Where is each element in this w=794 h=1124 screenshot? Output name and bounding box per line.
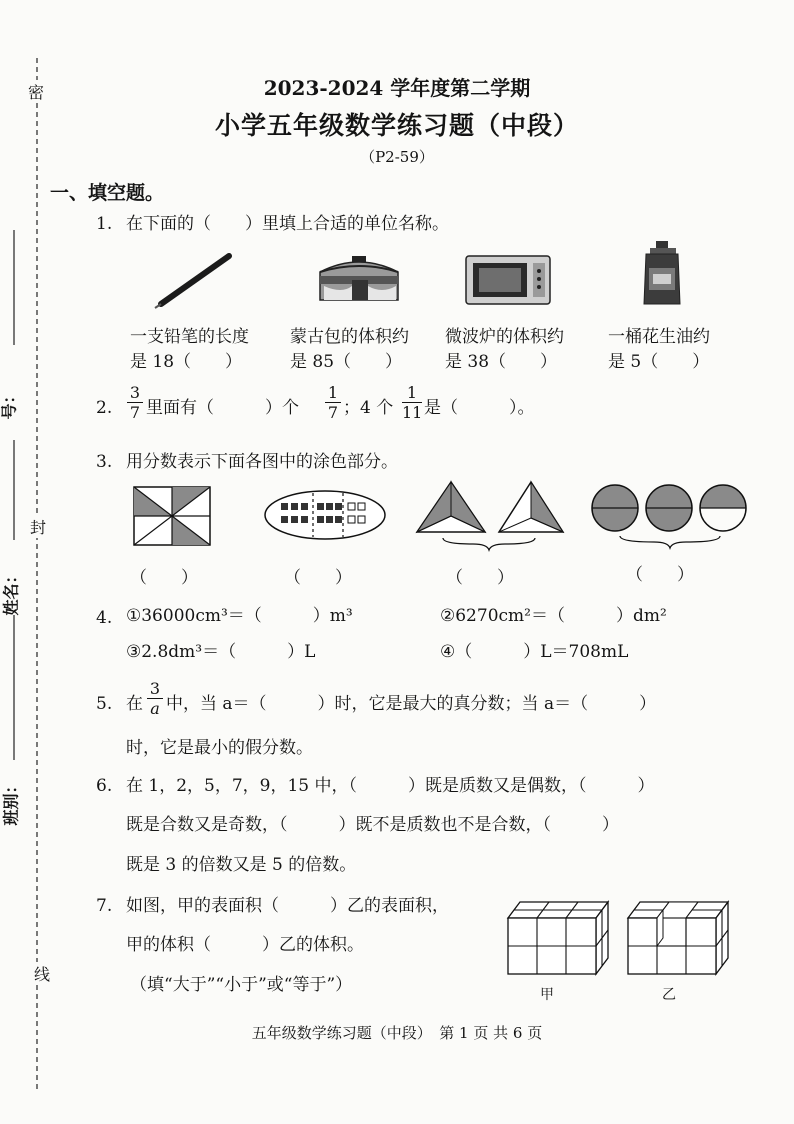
q2-text-part2: ；4 个 [343,398,394,418]
q7-label-a: 甲 [540,987,554,1003]
student-name-label: 姓名： [1,567,21,616]
q2-text-part1: 里面有（ ）个 [146,398,299,418]
binding-dashed-line [0,0,60,1124]
q5-text-line2: 时，它是最小的假分数。 [126,738,313,758]
q3-ellipse-figure [264,490,386,540]
q2-fraction-1-11: 1 11 [402,383,423,422]
q3-number: 3. [96,452,113,472]
q1-item2-line2: 是 85（ ） [290,352,403,372]
microwave-icon [465,255,551,305]
page-footer: 五年级数学练习题（中段） 第 1 页 共 6 页 [251,1024,543,1042]
q1-item4-line2: 是 5（ ） [608,352,710,372]
q5-fraction-3-a: 3 a [147,680,163,717]
seal-top-label: 密 [28,80,44,103]
q1-number: 1. [96,214,113,234]
q7-text-line1: 如图，甲的表面积（ ）乙的表面积， [126,896,449,916]
exam-code: （P2-59） [360,148,434,166]
q3-blank-1[interactable]: （ ） [130,568,198,588]
q1-item1-line1: 一支铅笔的长度 [130,327,249,347]
q1-item2-line1: 蒙古包的体积约 [290,327,409,347]
q3-text: 用分数表示下面各图中的涂色部分。 [126,452,398,472]
q7-text-line3: （填“大于”“小于”或“等于”） [130,975,353,995]
q3-blank-4[interactable]: （ ） [626,565,694,585]
student-number-label: 号： [0,387,19,420]
q4-item-b: ②6270cm²＝（ ）dm² [440,606,667,626]
q7-cube-stack-b [626,898,730,978]
q1-item4-line1: 一桶花生油约 [608,327,710,347]
q4-item-a: ①36000cm³＝（ ）m³ [126,606,353,626]
seal-bottom-label: 线 [34,962,50,985]
q2-fraction-3-7: 3 7 [127,384,143,421]
seal-mid-label: 封 [30,515,46,538]
q2-text-part3: 是（ ）。 [424,398,535,418]
q5-number: 5. [96,694,113,714]
class-label: 班别： [1,777,21,826]
q6-text-line3: 既是 3 的倍数又是 5 的倍数。 [126,855,357,875]
q3-blank-2[interactable]: （ ） [284,568,352,588]
q3-triangles-figure [413,480,565,552]
q4-item-c: ③2.8dm³＝（ ）L [126,642,316,662]
oil-bottle-icon [640,240,684,308]
q6-text-line1: 在 1，2，5，7，9，15 中，（ ）既是质数又是偶数，（ ） [126,776,655,796]
exam-main-title: 小学五年级数学练习题（中段） [214,111,579,140]
q3-blank-3[interactable]: （ ） [446,568,514,588]
pencil-icon [155,250,235,310]
q7-text-line2: 甲的体积（ ）乙的体积。 [126,935,364,955]
q1-text: 在下面的（ ）里填上合适的单位名称。 [126,214,449,234]
exam-term-title: 2023-2024 学年度第二学期 [263,76,531,100]
q3-circles-figure [588,484,752,554]
q5-prefix: 在 [126,694,143,714]
q2-fraction-1-7: 1 7 [325,384,341,421]
q6-number: 6. [96,776,113,796]
yurt-icon [312,250,407,308]
q5-text-line1: 中，当 a＝（ ）时，它是最大的真分数；当 a＝（ ） [166,694,657,714]
q3-square-figure [133,486,211,546]
q1-item3-line1: 微波炉的体积约 [445,327,564,347]
q4-number: 4. [96,608,113,628]
q7-number: 7. [96,896,113,916]
section-title: 一、填空题。 [50,182,165,204]
q2-number: 2. [96,398,113,418]
q6-text-line2: 既是合数又是奇数，（ ）既不是质数也不是合数，（ ） [126,815,619,835]
q7-label-b: 乙 [662,987,676,1003]
q4-item-d: ④（ ）L＝708mL [440,642,629,662]
q1-item3-line2: 是 38（ ） [445,352,558,372]
q1-item1-line2: 是 18（ ） [130,352,243,372]
q7-cube-stack-a [506,898,610,978]
